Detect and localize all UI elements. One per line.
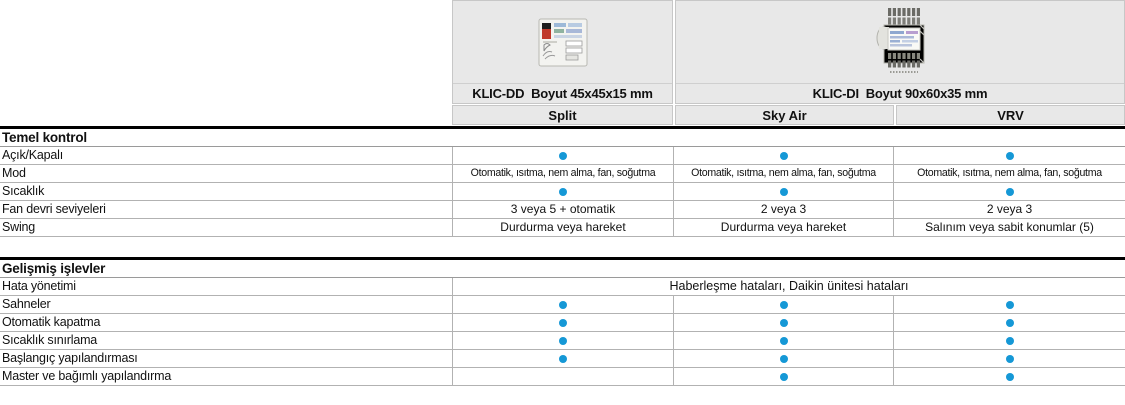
feature-cell: Otomatik, ısıtma, nem alma, fan, soğutma <box>673 165 893 182</box>
feature-dot-icon <box>780 373 788 381</box>
feature-cell <box>673 147 893 164</box>
table-row-on-off <box>0 147 1125 165</box>
feature-cell <box>893 183 1125 200</box>
row-label: Hata yönetimi <box>2 279 76 293</box>
feature-dot-icon <box>1006 301 1014 309</box>
feature-dot-icon <box>1006 337 1014 345</box>
feature-cell-spanning: Haberleşme hataları, Daikin ünitesi hataları <box>452 278 1125 295</box>
feature-dot-icon <box>780 188 788 196</box>
feature-cell <box>893 368 1125 385</box>
row-label: Swing <box>2 220 36 234</box>
section-spacer <box>0 237 1125 257</box>
feature-dot-icon <box>1006 355 1014 363</box>
table-row-error-management <box>0 278 1125 296</box>
table-row-fan-speeds <box>0 201 1125 219</box>
row-label: Otomatik kapatma <box>2 315 101 329</box>
klic-dd-image-area <box>453 1 672 84</box>
klic-di-header-panel <box>675 0 1125 104</box>
feature-table <box>0 126 1125 386</box>
feature-cell <box>893 314 1125 331</box>
feature-cell <box>673 332 893 349</box>
feature-cell <box>673 183 893 200</box>
feature-dot-icon <box>559 355 567 363</box>
feature-cell <box>893 296 1125 313</box>
feature-cell <box>673 368 893 385</box>
row-label: Sıcaklık sınırlama <box>2 333 98 347</box>
section-title-basic-control: Temel kontrol <box>0 129 1125 147</box>
feature-cell <box>673 314 893 331</box>
klic-dd-product-name: KLIC-DD Boyut 45x45x15 mm <box>472 86 653 101</box>
feature-dot-icon <box>780 319 788 327</box>
feature-cell <box>452 296 673 313</box>
feature-cell <box>893 147 1125 164</box>
feature-dot-icon <box>559 301 567 309</box>
feature-cell: Salınım veya sabit konumlar (5) <box>893 219 1125 236</box>
feature-dot-icon <box>780 355 788 363</box>
feature-dot-icon <box>1006 152 1014 160</box>
row-label: Başlangıç yapılandırması <box>2 351 138 365</box>
feature-cell: Durdurma veya hareket <box>673 219 893 236</box>
feature-dot-icon <box>559 337 567 345</box>
klic-dd-header-panel <box>452 0 673 104</box>
table-row-mode <box>0 165 1125 183</box>
table-row-temperature <box>0 183 1125 201</box>
klic-di-product-name: KLIC-DI Boyut 90x60x35 mm <box>812 86 988 101</box>
feature-cell: 3 veya 5 + otomatik <box>452 201 673 218</box>
table-row-auto-off <box>0 314 1125 332</box>
table-row-initial-configuration <box>0 350 1125 368</box>
feature-dot-icon <box>1006 188 1014 196</box>
feature-dot-icon <box>1006 319 1014 327</box>
table-row-swing <box>0 219 1125 237</box>
feature-dot-icon <box>559 188 567 196</box>
feature-cell: Otomatik, ısıtma, nem alma, fan, soğutma <box>893 165 1125 182</box>
feature-cell <box>452 314 673 331</box>
klic-dd-device-photo <box>536 14 590 70</box>
column-header-split: Split <box>452 105 673 125</box>
column-header-sky-air: Sky Air <box>675 105 894 125</box>
feature-cell <box>893 350 1125 367</box>
klic-di-image-area <box>676 1 1124 84</box>
feature-cell <box>452 332 673 349</box>
feature-cell <box>452 183 673 200</box>
feature-cell: Otomatik, ısıtma, nem alma, fan, soğutma <box>452 165 673 182</box>
feature-cell <box>452 147 673 164</box>
feature-dot-icon <box>780 152 788 160</box>
section-title-advanced-functions: Gelişmiş işlevler <box>0 260 1125 278</box>
feature-dot-icon <box>780 337 788 345</box>
table-row-scenes <box>0 296 1125 314</box>
table-row-temperature-limit <box>0 332 1125 350</box>
row-label: Açık/Kapalı <box>2 148 64 162</box>
feature-dot-icon <box>559 319 567 327</box>
feature-cell: Durdurma veya hareket <box>452 219 673 236</box>
feature-cell <box>893 332 1125 349</box>
table-row-master-slave-configuration <box>0 368 1125 386</box>
row-label: Sahneler <box>2 297 51 311</box>
row-label: Fan devri seviyeleri <box>2 202 106 216</box>
feature-cell <box>452 368 673 385</box>
feature-cell: 2 veya 3 <box>893 201 1125 218</box>
klic-di-device-photo <box>863 5 937 79</box>
feature-dot-icon <box>780 301 788 309</box>
row-label: Mod <box>2 166 26 180</box>
feature-dot-icon <box>1006 373 1014 381</box>
feature-cell <box>673 350 893 367</box>
row-label: Master ve bağımlı yapılandırma <box>2 369 172 383</box>
feature-cell <box>452 350 673 367</box>
feature-cell <box>673 296 893 313</box>
feature-dot-icon <box>559 152 567 160</box>
feature-cell: 2 veya 3 <box>673 201 893 218</box>
column-header-vrv: VRV <box>896 105 1125 125</box>
row-label: Sıcaklık <box>2 184 45 198</box>
